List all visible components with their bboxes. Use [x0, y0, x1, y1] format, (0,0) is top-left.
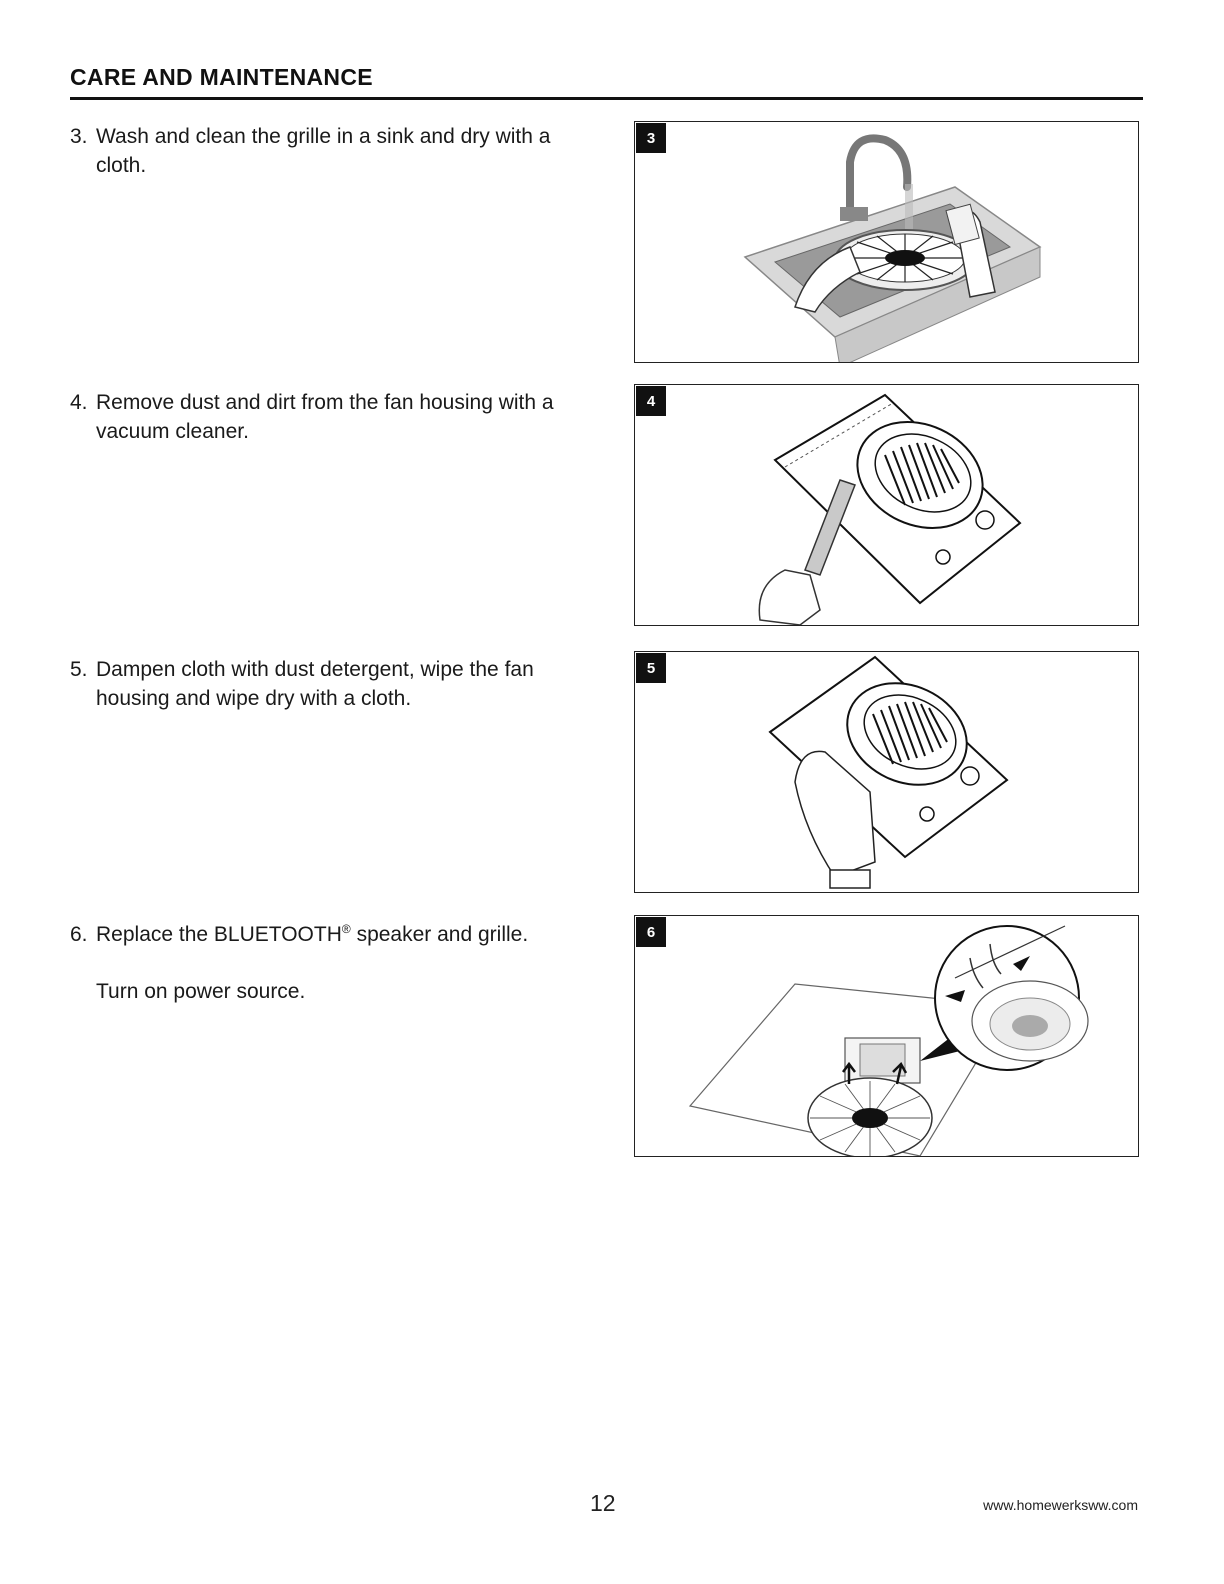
wipe-fan-housing-illustration: [635, 652, 1139, 893]
step-instruction: Remove dust and dirt from the fan housing with a vacuum cleaner.: [96, 391, 554, 443]
step-3-text: [70, 122, 590, 180]
footer-url: www.homewerksww.com: [983, 1497, 1138, 1513]
step-number: 5.: [70, 658, 88, 681]
sink-washing-grille-illustration: [635, 122, 1139, 363]
step-number: 3.: [70, 125, 88, 148]
vacuum-fan-housing-illustration: [635, 385, 1139, 626]
figure-5-panel: [634, 651, 1139, 893]
step-instruction: Dampen cloth with dust detergent, wipe the fan housing and wipe dry with a cloth.: [96, 658, 534, 710]
step-5-text: [70, 655, 590, 713]
page-title: CARE AND MAINTENANCE: [70, 64, 373, 90]
figure-number-badge: 3: [636, 123, 666, 153]
figure-4-panel: [634, 384, 1139, 626]
step-number: 4.: [70, 391, 88, 414]
step-instruction: Replace the BLUETOOTH® speaker and grille.: [96, 922, 529, 946]
figure-3-panel: [634, 121, 1139, 363]
figure-number-badge: 6: [636, 917, 666, 947]
step-4-text: [70, 388, 590, 446]
figure-number-badge: 5: [636, 653, 666, 683]
step-instruction: Wash and clean the grille in a sink and dry with a cloth.: [96, 125, 551, 177]
step-extra-instruction: Turn on power source.: [96, 980, 306, 1003]
header-rule: [70, 97, 1143, 100]
registered-mark: ®: [341, 922, 351, 936]
figure-number-badge: 4: [636, 386, 666, 416]
replace-speaker-grille-illustration: [635, 916, 1139, 1157]
page-number: 12: [590, 1490, 616, 1516]
figure-6-panel: [634, 915, 1139, 1157]
step-6-text: [70, 920, 590, 1006]
step-number: 6.: [70, 923, 88, 946]
